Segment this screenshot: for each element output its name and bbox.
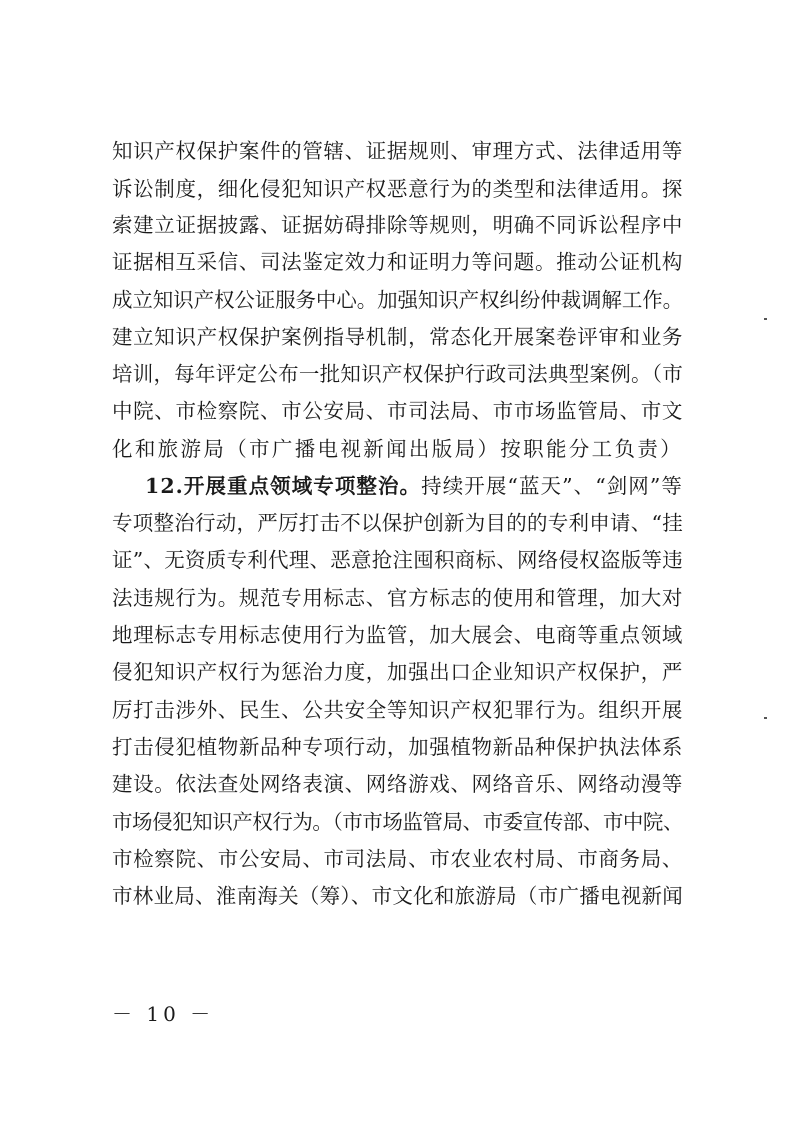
paragraph-text: 专项整治行动，严厉打击不以保护创新为目的的专利申请、“挂: [112, 511, 683, 535]
section-heading: 12.开展重点领域专项整治。: [145, 474, 422, 498]
text-line: [112, 177, 683, 201]
paragraph-text: 知识产权保护案件的管辖、证据规则、审理方式、法律适用等: [112, 139, 683, 163]
text-line: [112, 213, 683, 237]
paragraph-text: 地理标志专用标志使用行为监管，加大展会、电商等重点领域: [112, 623, 683, 647]
text-line: [112, 548, 683, 572]
text-line: [112, 139, 683, 163]
paragraph-text: 持续开展“蓝天”、“剑网”等: [421, 474, 683, 498]
text-line: [112, 847, 683, 871]
text-line: [112, 511, 683, 535]
page-number: － 10 －: [112, 1002, 215, 1026]
paragraph-text: 化和旅游局（市广播电视新闻出版局）按职能分工负责）: [112, 437, 683, 461]
edge-mark: [764, 717, 767, 719]
paragraph-text: 市林业局、淮南海关（筹）、市文化和旅游局（市广播电视新闻: [112, 884, 683, 908]
text-line: [112, 698, 683, 722]
paragraph-text: 侵犯知识产权行为惩治力度，加强出口企业知识产权保护，严: [112, 660, 683, 684]
paragraph-text: 诉讼制度，细化侵犯知识产权恶意行为的类型和法律适用。探: [112, 177, 683, 201]
paragraph-text: 索建立证据披露、证据妨碍排除等规则，明确不同诉讼程序中: [112, 213, 683, 237]
paragraph-text: 打击侵犯植物新品种专项行动，加强植物新品种保护执法体系: [112, 735, 683, 759]
paragraph-text: 中院、市检察院、市公安局、市司法局、市市场监管局、市文: [112, 399, 683, 423]
paragraph-text: 证据相互采信、司法鉴定效力和证明力等问题。推动公证机构: [112, 250, 683, 274]
text-line: [112, 772, 683, 796]
text-line: [112, 250, 683, 274]
paragraph-text: 法违规行为。规范专用标志、官方标志的使用和管理，加大对: [112, 586, 683, 610]
paragraph-text: 市场侵犯知识产权行为。（市市场监管局、市委宣传部、市中院、: [112, 810, 683, 834]
text-line: [112, 288, 683, 312]
paragraph-text: 培训，每年评定公布一批知识产权保护行政司法典型案例。（市: [112, 362, 683, 386]
paragraph-text: 成立知识产权公证服务中心。加强知识产权纠纷仲裁调解工作。: [112, 288, 683, 312]
text-line: [112, 362, 683, 386]
paragraph-text: 市检察院、市公安局、市司法局、市农业农村局、市商务局、: [112, 847, 683, 871]
text-line: [112, 735, 683, 759]
paragraph-text: 厉打击涉外、民生、公共安全等知识产权犯罪行为。组织开展: [112, 698, 683, 722]
paragraph-text: 建立知识产权保护案例指导机制，常态化开展案卷评审和业务: [112, 325, 683, 349]
text-line: [112, 623, 683, 647]
text-line: [112, 399, 683, 423]
text-line: [112, 325, 683, 349]
text-line: [112, 884, 683, 908]
text-line: [112, 586, 683, 610]
paragraph-text: 建设。依法查处网络表演、网络游戏、网络音乐、网络动漫等: [112, 772, 683, 796]
edge-mark: [764, 318, 767, 320]
text-line: [112, 437, 683, 461]
text-line: [145, 474, 683, 498]
text-line: [112, 810, 683, 834]
text-line: [112, 660, 683, 684]
paragraph-text: 证”、无资质专利代理、恶意抢注囤积商标、网络侵权盗版等违: [112, 548, 683, 572]
